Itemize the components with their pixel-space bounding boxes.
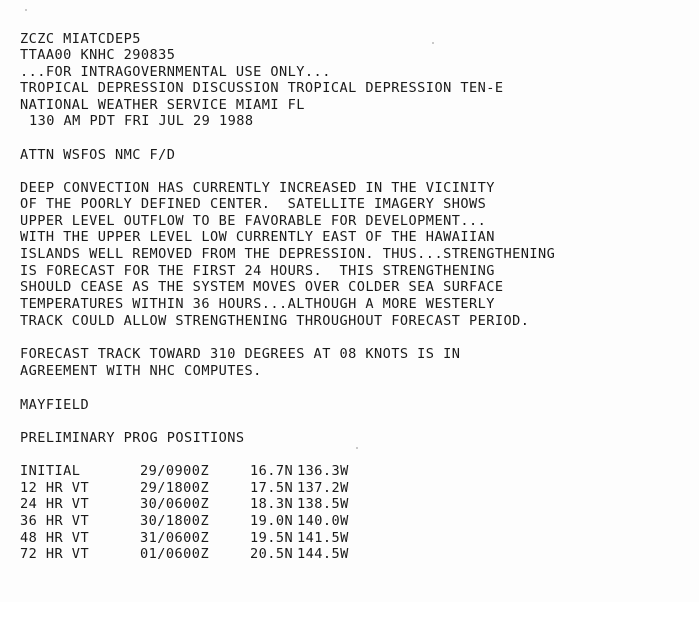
- position-longitude: 137.2W: [297, 480, 349, 496]
- discussion-line: DEEP CONVECTION HAS CURRENTLY INCREASED IN THE VICINITY: [20, 180, 495, 196]
- position-longitude: 138.5W: [297, 496, 349, 512]
- position-label: 12 HR VT: [20, 480, 90, 496]
- discussion-line: SHOULD CEASE AS THE SYSTEM MOVES OVER COLDER SEA SURFACE: [20, 279, 504, 295]
- header-line-6: 130 AM PDT FRI JUL 29 1988: [29, 113, 254, 129]
- header-line-5: NATIONAL WEATHER SERVICE MIAMI FL: [20, 97, 305, 113]
- discussion-line: UPPER LEVEL OUTFLOW TO BE FAVORABLE FOR DEVELOPMENT...: [20, 213, 487, 229]
- position-time: 29/1800Z: [140, 480, 210, 496]
- position-label: 48 HR VT: [20, 530, 90, 546]
- header-line-4: TROPICAL DEPRESSION DISCUSSION TROPICAL DEPRESSION TEN-E: [20, 80, 504, 96]
- position-latitude: 19.5N: [250, 530, 294, 546]
- position-label: 72 HR VT: [20, 546, 90, 562]
- position-time: 30/1800Z: [140, 513, 210, 529]
- position-longitude: 140.0W: [297, 513, 349, 529]
- discussion-line: IS FORECAST FOR THE FIRST 24 HOURS. THIS STRENGTHENING: [20, 263, 495, 279]
- position-time: 29/0900Z: [140, 463, 210, 479]
- header-line-3: ...FOR INTRAGOVERNMENTAL USE ONLY...: [20, 64, 331, 80]
- position-row: [20, 480, 349, 496]
- position-longitude: 136.3W: [297, 463, 349, 479]
- discussion-line: OF THE POORLY DEFINED CENTER. SATELLITE IMAGERY SHOWS: [20, 196, 487, 212]
- discussion-line: WITH THE UPPER LEVEL LOW CURRENTLY EAST OF THE HAWAIIAN: [20, 229, 495, 245]
- position-row: [20, 496, 349, 512]
- header-line-2: TTAA00 KNHC 290835: [20, 47, 176, 63]
- position-time: 01/0600Z: [140, 546, 210, 562]
- position-longitude: 141.5W: [297, 530, 349, 546]
- scan-speck: [25, 9, 27, 11]
- position-latitude: 20.5N: [250, 546, 294, 562]
- discussion-line: TRACK COULD ALLOW STRENGTHENING THROUGHOUT FORECAST PERIOD.: [20, 313, 530, 329]
- track-line: AGREEMENT WITH NHC COMPUTES.: [20, 363, 262, 379]
- position-time: 31/0600Z: [140, 530, 210, 546]
- position-row: [20, 463, 349, 479]
- position-row: [20, 546, 349, 562]
- position-row: [20, 513, 349, 529]
- position-latitude: 17.5N: [250, 480, 294, 496]
- position-time: 30/0600Z: [140, 496, 210, 512]
- position-latitude: 16.7N: [250, 463, 294, 479]
- position-row: [20, 530, 349, 546]
- scan-speck: [356, 447, 358, 449]
- position-latitude: 18.3N: [250, 496, 294, 512]
- position-label: 36 HR VT: [20, 513, 90, 529]
- position-latitude: 19.0N: [250, 513, 294, 529]
- position-label: INITIAL: [20, 463, 81, 479]
- header-line-1: ZCZC MIATCDEP5: [20, 31, 141, 47]
- track-line: FORECAST TRACK TOWARD 310 DEGREES AT 08 KNOTS IS IN: [20, 346, 461, 362]
- discussion-line: TEMPERATURES WITHIN 36 HOURS...ALTHOUGH A MORE WESTERLY: [20, 296, 495, 312]
- attn-line: ATTN WSFOS NMC F/D: [20, 147, 176, 163]
- prog-positions-title: PRELIMINARY PROG POSITIONS: [20, 430, 245, 446]
- forecaster-signature: MAYFIELD: [20, 397, 90, 413]
- position-longitude: 144.5W: [297, 546, 349, 562]
- scan-speck: [432, 42, 434, 44]
- position-label: 24 HR VT: [20, 496, 90, 512]
- discussion-line: ISLANDS WELL REMOVED FROM THE DEPRESSION. THUS...STRENGTHENING: [20, 246, 556, 262]
